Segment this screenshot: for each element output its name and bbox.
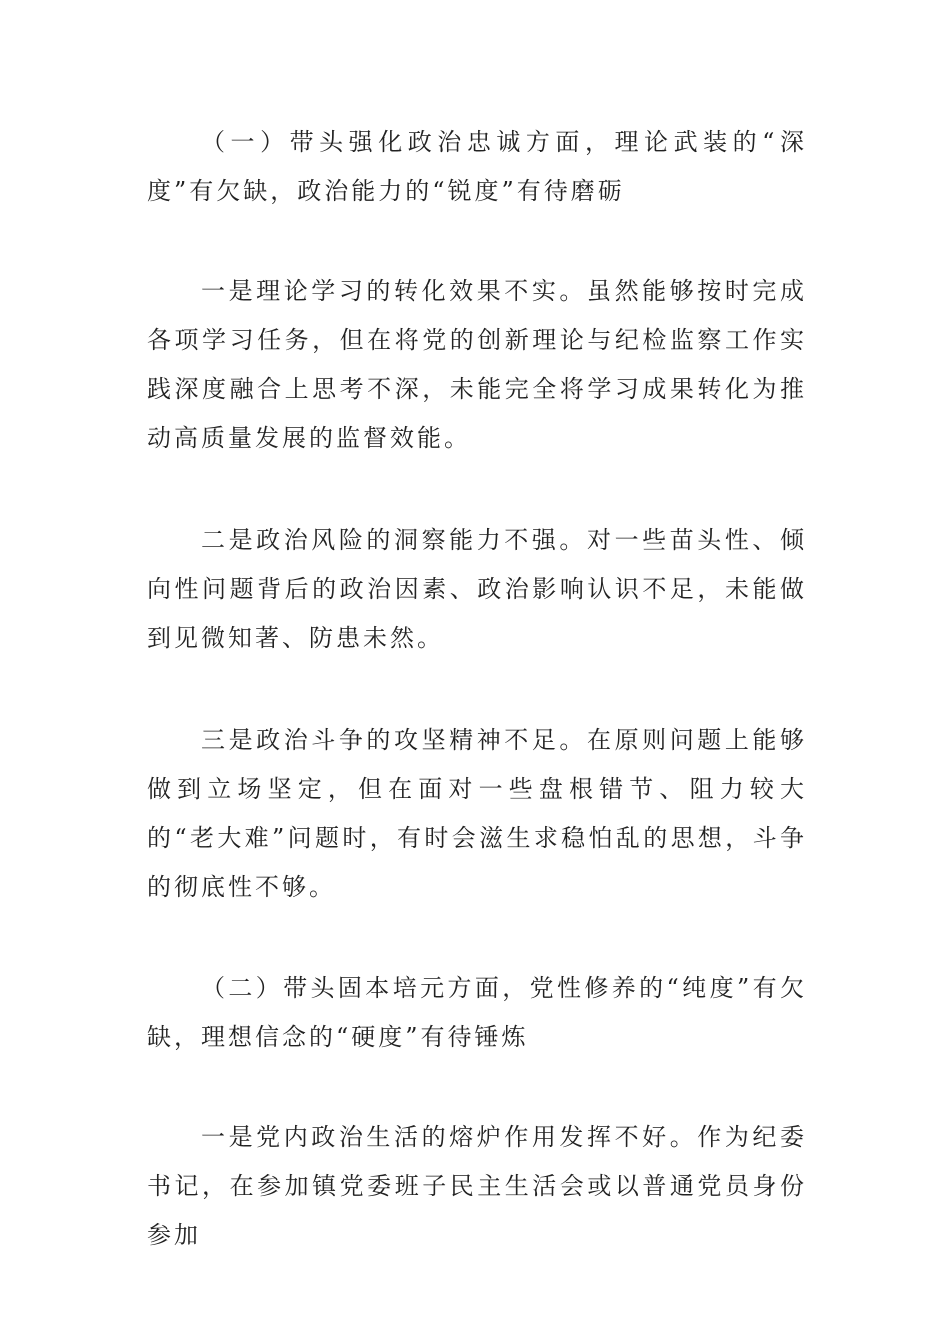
body-paragraph-3: 三是政治斗争的攻坚精神不足。在原则问题上能够做到立场坚定，但在面对一些盘根错节、阻力较大的“老大难”问题时，有时会滋生求稳怕乱的思想，斗争的彻底性不够。 [147,726,807,901]
body-paragraph-4: 一是党内政治生活的熔炉作用发挥不好。作为纪委书记，在参加镇党委班子民主生活会或以普通党员身份参加 [147,1123,807,1249]
body-paragraph-1: 一是理论学习的转化效果不实。虽然能够按时完成各项学习任务，但在将党的创新理论与纪检监察工作实践深度融合上思考不深，未能完全将学习成果转化为推动高质量发展的监督效能。 [147,277,807,452]
body-paragraph-2: 二是政治风险的洞察能力不强。对一些苗头性、倾向性问题背后的政治因素、政治影响认识不足，未能做到见微知著、防患未然。 [147,526,807,652]
section-heading-2: （二）带头固本培元方面，党性修养的“纯度”有欠缺，理想信念的“硬度”有待锤炼 [147,974,807,1051]
section-heading-1: （一）带头强化政治忠诚方面，理论武装的“深度”有欠缺，政治能力的“锐度”有待磨砺 [147,128,807,205]
